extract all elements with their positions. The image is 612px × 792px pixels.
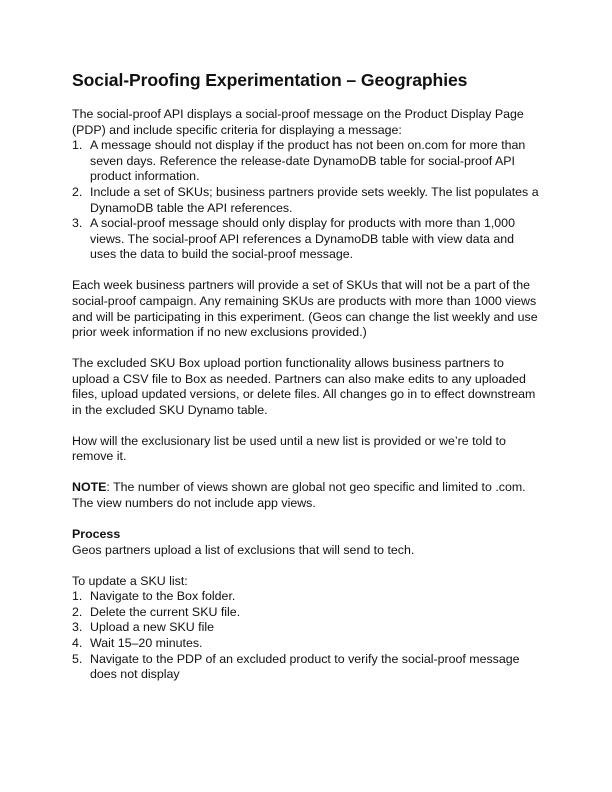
step-item <box>72 620 542 636</box>
document-title: Social-Proofing Experimentation – Geographies <box>72 70 468 90</box>
step-item <box>72 589 542 605</box>
intro-paragraph: The social-proof API displays a social-proof message on the Product Display Page (PDP) and include specific criteria for displaying a message: <box>72 107 524 137</box>
criteria-item <box>72 185 542 216</box>
step-item <box>72 636 542 652</box>
step-item <box>72 652 542 683</box>
list-item-text: Wait 15–20 minutes. <box>90 635 203 650</box>
list-number: 3. <box>72 216 83 231</box>
weekly-paragraph: Each week business partners will provide a set of SKUs that will not be a part of the social-proof campaign. Any remaining SKUs are products with more than 1000 views and will be participating in this experiment. (Geos can change the list weekly and use prior week information if no new exclusions provided.) <box>72 278 538 340</box>
process-paragraph: Geos partners upload a list of exclusions that will send to tech. <box>72 542 415 557</box>
steps-list <box>72 589 542 683</box>
process-heading: Process <box>72 527 121 542</box>
criteria-item <box>72 138 542 185</box>
list-item-text: Delete the current SKU file. <box>90 604 241 619</box>
criteria-list <box>72 138 542 263</box>
list-item-text: A social-proof message should only display for products with more than 1,000 views. The social-proof API references a DynamoDB table with view data and uses the data to build the social-proof message. <box>90 216 515 262</box>
note-paragraph <box>72 480 542 511</box>
criteria-item <box>72 216 542 263</box>
note-text: : The number of views shown are global not geo specific and limited to .com. The view numbers do not include app views. <box>72 480 526 511</box>
list-item-text: Include a set of SKUs; business partners provide sets weekly. The list populates a DynamoDB table the API references. <box>90 184 539 215</box>
update-intro: To update a SKU list: <box>72 573 188 588</box>
list-number: 5. <box>72 651 83 666</box>
list-number: 1. <box>72 138 83 153</box>
upload-paragraph: The excluded SKU Box upload portion functionality allows business partners to upload a CSV file to Box as needed. Partners can also make edits to any uploaded files, upload updated versions, or delete files. All changes go in to effect downstream in the excluded SKU Dynamo table. <box>72 356 536 417</box>
list-number: 4. <box>72 635 83 650</box>
list-number: 1. <box>72 589 83 604</box>
question-paragraph: How will the exclusionary list be used until a new list is provided or we’re told to remove it. <box>72 433 506 464</box>
list-item-text: A message should not display if the product has not been on.com for more than seven days. Reference the release-date DynamoDB table for social-proof API product information. <box>90 138 526 184</box>
step-item <box>72 605 542 621</box>
list-item-text: Upload a new SKU file <box>90 620 214 635</box>
note-label: NOTE <box>72 480 107 495</box>
list-number: 3. <box>72 620 83 635</box>
list-item-text: Navigate to the PDP of an excluded product to verify the social-proof message does not display <box>90 651 520 682</box>
list-number: 2. <box>72 604 83 619</box>
list-number: 2. <box>72 184 83 199</box>
list-item-text: Navigate to the Box folder. <box>90 589 236 604</box>
